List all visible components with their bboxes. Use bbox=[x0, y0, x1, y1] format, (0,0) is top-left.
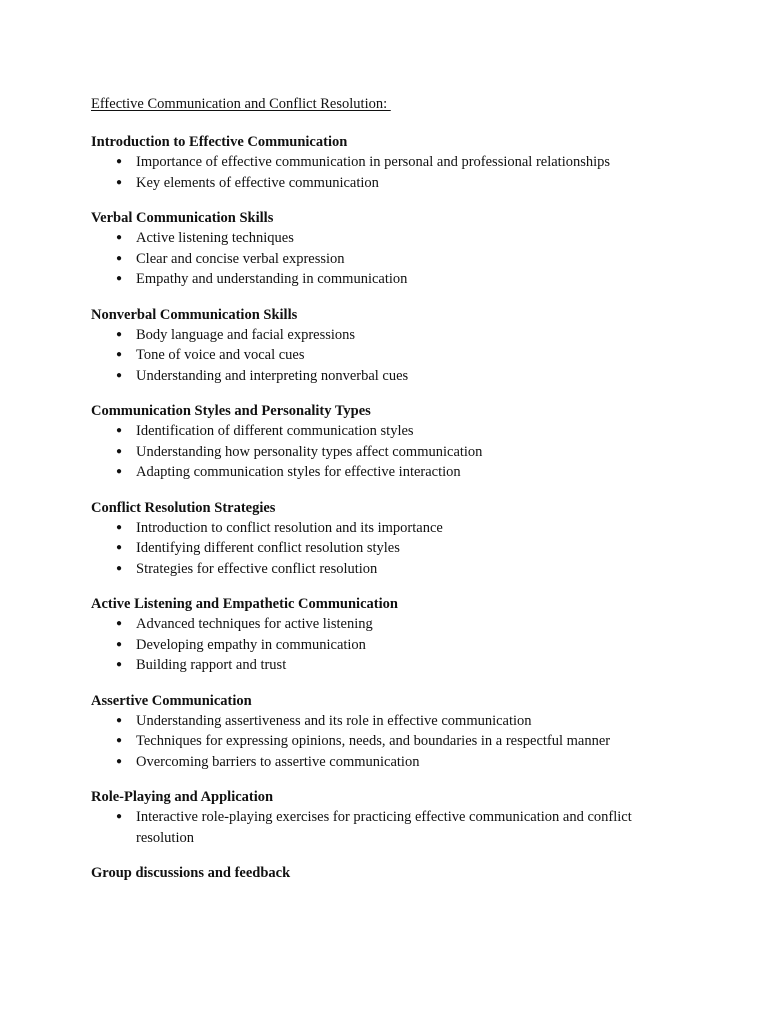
bullet-item bbox=[91, 152, 691, 172]
bullet-list bbox=[91, 152, 691, 193]
bullet-item bbox=[91, 366, 691, 386]
outline-section bbox=[91, 401, 691, 482]
bullet-item bbox=[91, 421, 691, 441]
bullet-text: Understanding how personality types affect communication bbox=[136, 443, 483, 460]
bullet-list bbox=[91, 228, 691, 289]
bullet-item bbox=[91, 269, 691, 289]
bullet-item bbox=[91, 228, 691, 248]
bullet-dot-icon: ● bbox=[116, 328, 123, 340]
outline-section bbox=[91, 305, 691, 386]
bullet-dot-icon: ● bbox=[116, 349, 123, 361]
bullet-dot-icon: ● bbox=[116, 735, 123, 747]
bullet-text: Identifying different conflict resolution styles bbox=[136, 540, 400, 557]
bullet-dot-icon: ● bbox=[116, 232, 123, 244]
bullet-text: Adapting communication styles for effective interaction bbox=[136, 464, 461, 481]
bullet-text: Understanding assertiveness and its role in effective communication bbox=[136, 712, 532, 729]
section-heading: Group discussions and feedback bbox=[91, 865, 291, 882]
bullet-item bbox=[91, 655, 691, 675]
bullet-text: Interactive role-playing exercises for practicing effective communication and conflict resolution bbox=[136, 809, 632, 846]
bullet-item bbox=[91, 325, 691, 345]
bullet-text: Empathy and understanding in communication bbox=[136, 271, 408, 288]
section-heading: Verbal Communication Skills bbox=[91, 210, 274, 227]
bullet-list bbox=[91, 711, 691, 772]
bullet-item bbox=[91, 249, 691, 269]
bullet-dot-icon: ● bbox=[116, 542, 123, 554]
bullet-list bbox=[91, 421, 691, 482]
bullet-list bbox=[91, 614, 691, 675]
bullet-dot-icon: ● bbox=[116, 252, 123, 264]
bullet-dot-icon: ● bbox=[116, 755, 123, 767]
document-title: Effective Communication and Conflict Resolution: bbox=[91, 96, 391, 112]
bullet-text: Active listening techniques bbox=[136, 230, 294, 247]
outline-section bbox=[91, 594, 691, 675]
bullet-dot-icon: ● bbox=[116, 714, 123, 726]
bullet-list bbox=[91, 807, 691, 848]
bullet-dot-icon: ● bbox=[116, 445, 123, 457]
bullet-text: Introduction to conflict resolution and its importance bbox=[136, 519, 443, 536]
outline-section bbox=[91, 787, 691, 848]
bullet-item bbox=[91, 731, 691, 751]
bullet-item bbox=[91, 518, 691, 538]
outline-section bbox=[91, 691, 691, 772]
outline-section bbox=[91, 863, 691, 883]
bullet-text: Building rapport and trust bbox=[136, 657, 287, 674]
section-heading: Introduction to Effective Communication bbox=[91, 134, 348, 150]
bullet-item bbox=[91, 711, 691, 731]
section-heading: Active Listening and Empathetic Communication bbox=[91, 596, 398, 613]
bullet-item bbox=[91, 807, 691, 848]
bullet-text: Clear and concise verbal expression bbox=[136, 250, 345, 267]
bullet-item bbox=[91, 614, 691, 634]
section-heading: Communication Styles and Personality Types bbox=[91, 403, 371, 420]
bullet-item bbox=[91, 752, 691, 772]
bullet-text: Body language and facial expressions bbox=[136, 326, 356, 343]
bullet-text: Identification of different communication styles bbox=[136, 423, 414, 440]
bullet-dot-icon: ● bbox=[116, 369, 123, 381]
bullet-text: Strategies for effective conflict resolution bbox=[136, 560, 378, 577]
bullet-item bbox=[91, 538, 691, 558]
bullet-dot-icon: ● bbox=[116, 466, 123, 478]
bullet-text: Importance of effective communication in personal and professional relationships bbox=[136, 154, 611, 171]
bullet-dot-icon: ● bbox=[116, 638, 123, 650]
document-sections bbox=[91, 132, 691, 899]
outline-section bbox=[91, 208, 691, 289]
bullet-text: Overcoming barriers to assertive communication bbox=[136, 753, 420, 770]
bullet-text: Techniques for expressing opinions, needs, and boundaries in a respectful manner bbox=[136, 733, 611, 750]
bullet-dot-icon: ● bbox=[116, 521, 123, 533]
bullet-dot-icon: ● bbox=[116, 273, 123, 285]
bullet-text: Tone of voice and vocal cues bbox=[136, 347, 305, 364]
outline-section bbox=[91, 132, 691, 193]
section-heading: Role-Playing and Application bbox=[91, 789, 274, 806]
bullet-dot-icon: ● bbox=[116, 659, 123, 671]
bullet-dot-icon: ● bbox=[116, 618, 123, 630]
bullet-dot-icon: ● bbox=[116, 156, 123, 168]
bullet-item bbox=[91, 635, 691, 655]
bullet-item bbox=[91, 442, 691, 462]
bullet-dot-icon: ● bbox=[116, 811, 123, 823]
section-heading: Assertive Communication bbox=[91, 692, 252, 709]
bullet-dot-icon: ● bbox=[116, 562, 123, 574]
section-heading: Nonverbal Communication Skills bbox=[91, 306, 298, 323]
bullet-item bbox=[91, 173, 691, 193]
bullet-text: Developing empathy in communication bbox=[136, 636, 366, 653]
bullet-text: Understanding and interpreting nonverbal cues bbox=[136, 367, 409, 384]
bullet-list bbox=[91, 518, 691, 579]
section-heading: Conflict Resolution Strategies bbox=[91, 499, 276, 516]
bullet-text: Advanced techniques for active listening bbox=[136, 616, 373, 633]
bullet-list bbox=[91, 325, 691, 386]
bullet-dot-icon: ● bbox=[116, 425, 123, 437]
bullet-item bbox=[91, 345, 691, 365]
bullet-item bbox=[91, 462, 691, 482]
bullet-text: Key elements of effective communication bbox=[136, 174, 379, 191]
bullet-dot-icon: ● bbox=[116, 176, 123, 188]
bullet-item bbox=[91, 559, 691, 579]
outline-section bbox=[91, 498, 691, 579]
